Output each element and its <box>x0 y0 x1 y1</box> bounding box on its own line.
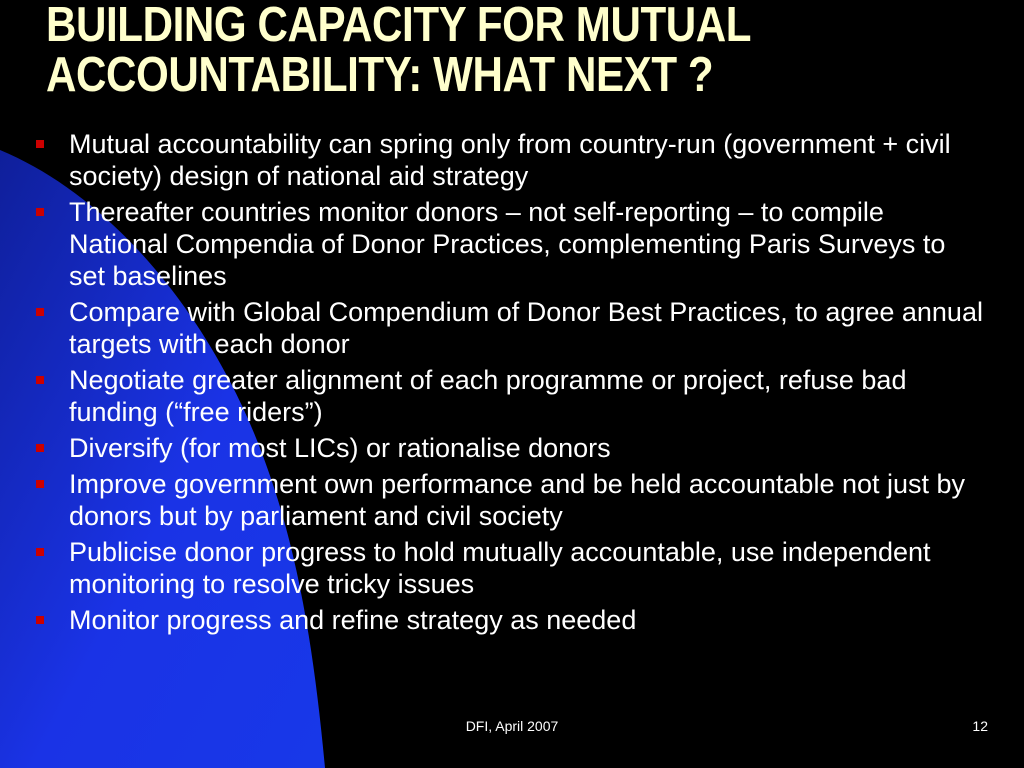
bullet-item <box>36 364 986 428</box>
square-bullet-icon <box>36 140 44 148</box>
square-bullet-icon <box>36 208 44 216</box>
bullet-item <box>36 468 986 532</box>
bullet-list <box>36 128 986 640</box>
bullet-item <box>36 196 986 292</box>
bullet-text: Mutual accountability can spring only from country-run (government + civil society) design of national aid strategy <box>69 129 951 191</box>
bullet-item <box>36 536 986 600</box>
square-bullet-icon <box>36 548 44 556</box>
square-bullet-icon <box>36 480 44 488</box>
bullet-item <box>36 296 986 360</box>
bullet-item <box>36 604 986 636</box>
footer-date: DFI, April 2007 <box>465 718 559 734</box>
bullet-item <box>36 128 986 192</box>
title-line-1: BUILDING CAPACITY FOR MUTUAL <box>46 0 752 52</box>
bullet-text: Negotiate greater alignment of each programme or project, refuse bad funding (“free riders”) <box>69 365 907 427</box>
bullet-item <box>36 432 986 464</box>
square-bullet-icon <box>36 376 44 384</box>
page-number: 12 <box>972 718 988 734</box>
bullet-text: Monitor progress and refine strategy as needed <box>69 605 637 635</box>
bullet-text: Improve government own performance and be held accountable not just by donors but by parliament and civil society <box>69 469 966 531</box>
bullet-text: Compare with Global Compendium of Donor Best Practices, to agree annual targets with each donor <box>69 297 983 359</box>
bullet-text: Thereafter countries monitor donors – not self-reporting – to compile National Compendia of Donor Practices, complementing Paris Surveys to set baselines <box>69 197 946 291</box>
square-bullet-icon <box>36 308 44 316</box>
square-bullet-icon <box>36 444 44 452</box>
square-bullet-icon <box>36 616 44 624</box>
bullet-text: Diversify (for most LICs) or rationalise donors <box>69 433 611 463</box>
bullet-text: Publicise donor progress to hold mutually accountable, use independent monitoring to resolve tricky issues <box>69 537 931 599</box>
slide-title <box>46 0 872 100</box>
title-line-2: ACCOUNTABILITY: WHAT NEXT ? <box>46 48 714 102</box>
